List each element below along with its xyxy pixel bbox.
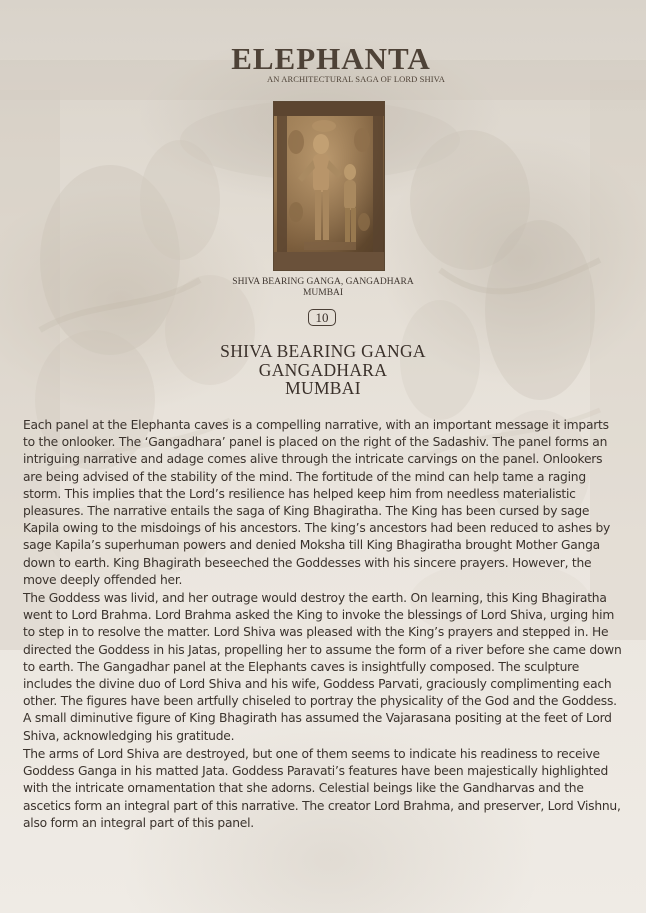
gangadhara-sculpture-image <box>274 102 385 271</box>
header <box>0 42 646 76</box>
title-line: MUMBAI <box>285 378 361 398</box>
title-line: SHIVA BEARING GANGA <box>220 341 426 361</box>
caption-line: MUMBAI <box>302 288 344 298</box>
body-paragraph: The Goddess was livid, and her outrage would destroy the earth. On learning, this King Bhagiratha went to Lord Brahma. Lord Brahma asked the King to invoke the blessings of Lord Shiva, urging him to step in to resolve the matter. Lord Shiva was pleased with the King’s prayers and stepped in. He directed the Goddess in his Jatas, propelling her to assume the form of a river before she came down to earth. The Gangadhar panel at the Elephants caves is insightfully composed. The sculpture includes the divine duo of Lord Shiva and his wife, Goddess Parvati, graciously complimenting each other. The figures have been artfully chiseled to portray the physicality of the God and the Goddess. A small diminutive figure of King Bhagirath has assumed the Vajarasana positing at the feet of Lord Shiva, acknowledging his gratitude. <box>23 591 622 743</box>
article-title <box>0 342 646 398</box>
caption-line: SHIVA BEARING GANGA, GANGADHARA <box>232 277 414 287</box>
figure-caption <box>0 277 646 299</box>
gangadhara-panel-photo <box>273 101 385 271</box>
title-line: GANGADHARA <box>258 359 388 380</box>
body-paragraph: Each panel at the Elephanta caves is a compelling narrative, with an important message it imparts to the onlooker. The ‘Gangadhara’ panel is placed on the right of the Sadashiv. The panel forms an intriguing narrative and adage comes alive through the intricate carvings on the panel. Onlookers are being advised of the stability of the mind. The fortitude of the mind can help tame a raging storm. This implies that the Lord’s resilience has helped keep him from needless materialistic pleasures. The narrative entails the saga of King Bhagiratha. The King has been cursed by sage Kapila owing to the misdoings of his ancestors. The king’s ancestors had been reduced to ashes by sage Kapila’s superhuman powers and denied Moksha till King Bhagiratha brought Mother Ganga down to earth. King Bhagirath beseeched the Goddesses with his sincere prayers. However, the move deeply offended her. <box>23 418 611 587</box>
brand-title: ELEPHANTA <box>231 41 431 76</box>
page-number-badge: 10 <box>308 309 336 326</box>
body-paragraph: The arms of Lord Shiva are destroyed, but one of them seems to indicate his readiness to receive Goddess Ganga in his matted Jata. Goddess Paravati’s features have been majestically highlighted with the intricate ornamentation that she adorns. Celestial beings like the Gandharvas and the ascetics form an integral part of this narrative. The creator Lord Brahma, and preserver, Lord Vishnu, also form an integral part of this panel. <box>23 747 621 830</box>
brand-subtitle: AN ARCHITECTURAL SAGA OF LORD SHIVA <box>267 74 446 84</box>
